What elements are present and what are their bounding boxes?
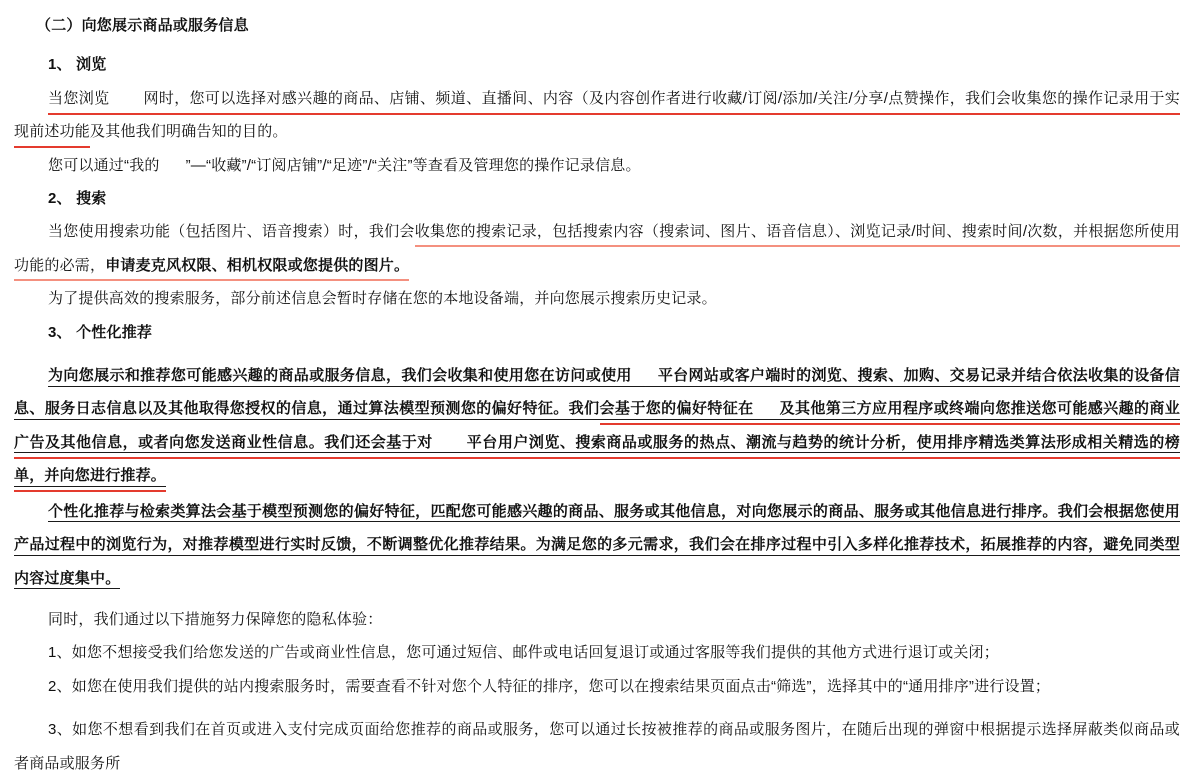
browse-text-start: 当您浏览 [48,89,110,107]
paragraph-browse [14,82,1180,149]
redacted-brand-gap [632,367,658,384]
section-heading: （二）向您展示商品或服务信息 [36,17,249,34]
recommendation-text-2: 平台网站或客户端时的浏览、搜索、加购、交易记录并结合依法收集的设备信息、服务日志信息以及其他取得您授权的信息，通过算法模型预测您的偏好特征。我们 [14,367,1180,418]
paragraph-search [14,215,1180,282]
paragraph-privacy-measures-intro: 同时，我们通过以下措施努力保障您的隐私体验： [48,610,383,628]
paragraph-manage-records [14,149,1180,182]
recommendation-red-text-2: 及其他第三方应用程序或终端向您推送您可能感兴趣的商业广告及其他信息，或者向您发送商业性信息。我们还会基于对 [14,400,1181,451]
manage-records-rest: ”—“收藏”/“订阅店铺”/“足迹”/“关注”等查看及管理您的操作记录信息。 [185,156,641,174]
redacted-brand-gap [433,434,467,451]
search-collect-text: 收集您的搜索记录，包括搜索内容（搜索词、图片、语音信息）、浏览记录/时间、搜索时间/次数，并根据您所使用功能的必需， [14,223,1180,274]
list-item-block-recommendation: 3、如您不想看到我们在首页或进入支付完成页面给您推荐的商品或服务，您可以通过长按被推荐的商品或服务图片，在随后出现的弹窗中根据提示选择屏蔽类似商品或者商品或服务所 [14,721,1180,772]
black-underlined-text: 个性化推荐与检索类算法会基于模型预测您的偏好特征，匹配您可能感兴趣的商品、服务或其他信息，对向您展示的商品、服务或其他信息进行排序。我们会根据您使用产品过程中的浏览行为，对推荐模型进行实时反馈，不断调整优化推荐结果。为满足您的多元需求，我们会在排序过程中引入多样化推荐技术，拓展推荐的内容，避免同类型内容过度集中。 [14,503,1180,589]
paragraph-algorithm-sorting [14,495,1180,595]
redacted-brand-gap [754,400,780,417]
subheading-search: 2、 搜索 [48,190,107,208]
browse-text-rest: 网时，您可以选择对感兴趣的商品、店铺、频道、直播间、内容（及内容创作者进行收藏/订阅/添加/关注/分享/点赞操作，我们会收集您的操作记录用于实现前述功能 [14,89,1180,141]
search-text-lead: 当您使用搜索功能（包括图片、语音搜索）时，我们会 [48,223,415,241]
recommendation-text-1: 为向您展示和推荐您可能感兴趣的商品或服务信息，我们会收集和使用您在访问或使用 [48,367,632,385]
paragraph-recommendation-collection [14,359,1180,493]
search-permissions-bold-text: 申请麦克风权限、相机权限或您提供的图片。 [105,256,410,274]
redacted-brand-gap [109,90,143,107]
manage-records-start: 您可以通过“我的 [48,156,160,174]
list-item-general-sorting: 2、如您在使用我们提供的站内搜索服务时，需要查看不针对您个人特征的排序，您可以在搜索结果页面点击“筛选”，选择其中的“通用排序”进行设置； [48,677,1051,695]
redacted-brand-gap [160,157,186,174]
list-item-unsubscribe-ads: 1、如您不想接受我们给您发送的广告或商业性信息，您可通过短信、邮件或电话回复退订或通过客服等我们提供的其他方式进行退订或关闭； [48,644,999,662]
subheading-browse: 1、 浏览 [48,56,107,74]
recommendation-red-text-3: 平台用户浏览、搜索商品或服务的热点、潮流与趋势的统计分析，使用排序精选类算法形成相关精选的榜单，并向您进行推荐。 [14,433,1180,485]
subheading-personalized-recommendation: 3、 个性化推荐 [48,323,153,341]
recommendation-red-text-1: 会基于您的偏好特征在 [599,400,754,418]
paragraph-search-local-storage: 为了提供高效的搜索服务，部分前述信息会暂时存储在您的本地设备端，并向您展示搜索历史记录。 [48,290,717,308]
browse-text-tail: 及其他我们明确告知的目的。 [90,123,288,141]
